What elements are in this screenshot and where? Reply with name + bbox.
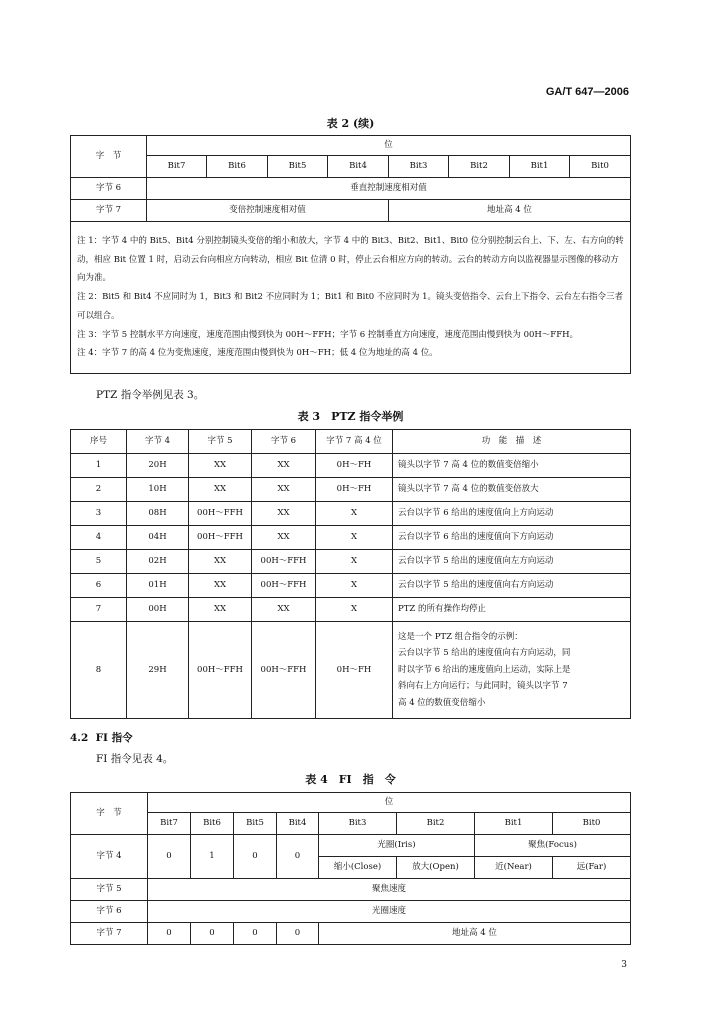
cell: 04H [127,526,189,550]
description-line: 高 4 位的数值变倍缩小 [398,697,486,708]
cell: 00H～FFH [189,526,252,550]
byte-header: 字 节 [71,136,147,178]
description-line: 这是一个 PTZ 组合指令的示例： [398,631,523,642]
table4 [70,792,631,945]
col-header: 功 能 描 述 [393,430,631,454]
table-row [71,478,631,502]
description-line: 云台以字节 5 给出的速度值向右方向运动，同 [398,648,571,659]
cell: 00H [127,598,189,622]
cell: 0 [234,835,277,879]
bit-col: Bit0 [553,813,631,835]
cell: 0H～FH [316,478,393,502]
cell: 1 [71,454,127,478]
note: 注 1：字节 4 中的 Bit5、Bit4 分别控制镜头变倍的缩小和放大，字节 4 中的 Bit3、Bit2、Bit1、Bit0 位分别控制云台上、下、左、右方向的转动，相应 Bit 位置 1 时，启动云台向相应方向转动，相应 Bit 位清 0 时，停止云台相应方向的转动。云台的转动方向以监视器显示图像的移动方向为准。 [77,236,624,284]
standard-id: GA/T 647—2006 [545,86,629,98]
bit-col: Bit0 [570,156,631,178]
cell: XX [252,526,316,550]
cell: XX [189,574,252,598]
cell: 00H～FFH [252,550,316,574]
cell: 0 [148,835,191,879]
bit-col: Bit1 [475,813,553,835]
cell: XX [189,478,252,502]
row-label: 字节 7 [71,200,147,222]
cell: 0H～FH [316,454,393,478]
table-row [71,502,631,526]
cell: 0 [234,923,277,945]
iris-group: 光圈(Iris) [319,835,475,857]
cell: 00H～FFH [189,502,252,526]
cell: X [316,502,393,526]
row-label: 字节 7 [71,923,148,945]
table-row [71,550,631,574]
row-value: 变倍控制速度相对值 [147,200,389,222]
row-label: 字节 5 [71,879,148,901]
col-header: 字节 7 高 4 位 [316,430,393,454]
cell: 20H [127,454,189,478]
table-row [71,454,631,478]
row-value: 光圈速度 [148,901,631,923]
bit-col: Bit4 [328,156,389,178]
cell: 6 [71,574,127,598]
focus-group: 聚焦(Focus) [475,835,631,857]
cell: X [316,598,393,622]
byte-header: 字 节 [71,793,148,835]
row-label: 字节 6 [71,901,148,923]
bit-col: Bit6 [207,156,268,178]
cell: 0H～FH [316,622,393,719]
cell: 1 [191,835,234,879]
paragraph: FI 指令见表 4。 [96,753,174,765]
cell: XX [252,502,316,526]
row-value: 地址高 4 位 [319,923,631,945]
cell: XX [189,454,252,478]
section-number: 4.2 [70,732,89,744]
cell: 2 [71,478,127,502]
section-title: FI 指令 [95,732,133,744]
table2 [70,135,631,374]
section-heading [70,730,133,745]
bit-col: Bit5 [268,156,328,178]
cell: 3 [71,502,127,526]
cell: XX [189,598,252,622]
cell: PTZ 的所有操作均停止 [393,598,631,622]
description-line: 斜向右上方向运行；与此同时，镜头以字节 7 [398,681,568,692]
cell: 镜头以字节 7 高 4 位的数值变倍缩小 [393,454,631,478]
notes-cell [71,222,631,374]
cell: 00H～FFH [189,622,252,719]
bit-col: Bit2 [397,813,475,835]
bit-header: 位 [147,136,631,156]
cell: 镜头以字节 7 高 4 位的数值变倍放大 [393,478,631,502]
table-row [71,574,631,598]
cell: 01H [127,574,189,598]
row-value: 聚焦速度 [148,879,631,901]
note: 注 4：字节 7 的高 4 位为变焦速度，速度范围由慢到快为 0H～FH；低 4 位为地址的高 4 位。 [77,348,438,359]
row-value: 垂直控制速度相对值 [147,178,631,200]
col-header: 字节 5 [189,430,252,454]
table2-caption: 表 2 (续) [326,117,375,130]
col-header: 字节 6 [252,430,316,454]
description-line: 时以字节 6 给出的速度值向上运动，实际上是 [398,664,571,675]
paragraph: PTZ 指令举例见表 3。 [96,389,205,401]
cell: 0 [191,923,234,945]
cell: 02H [127,550,189,574]
cell: XX [189,550,252,574]
note: 注 2：Bit5 和 Bit4 不应同时为 1，Bit3 和 Bit2 不应同时为 1；Bit1 和 Bit0 不应同时为 1。镜头变倍指令、云台上下指令、云台左右指令三者可以组合。 [77,292,623,321]
page-number: 3 [621,960,627,970]
cell: XX [252,454,316,478]
cell: 云台以字节 6 给出的速度值向下方向运动 [393,526,631,550]
bit-col: Bit5 [234,813,277,835]
cell: 0 [277,835,319,879]
cell: 缩小(Close) [319,857,397,879]
cell: 云台以字节 5 给出的速度值向左方向运动 [393,550,631,574]
cell: 0 [148,923,191,945]
bit-header: 位 [148,793,631,813]
description-cell [393,622,631,719]
table3 [70,429,631,719]
cell: 远(Far) [553,857,631,879]
cell: 00H～FFH [252,622,316,719]
cell: XX [252,598,316,622]
table-row [71,526,631,550]
cell: 0 [277,923,319,945]
table-row [71,598,631,622]
table3-caption: 表 3 PTZ 指令举例 [297,410,404,423]
table4-caption: 表 4 FI 指 令 [305,773,396,786]
bit-col: Bit1 [510,156,570,178]
bit-col: Bit6 [191,813,234,835]
cell: 08H [127,502,189,526]
cell: XX [252,478,316,502]
row-value: 地址高 4 位 [389,200,631,222]
bit-col: Bit4 [277,813,319,835]
row-label: 字节 4 [71,835,148,879]
cell: X [316,526,393,550]
cell: 8 [71,622,127,719]
cell: 00H～FFH [252,574,316,598]
cell: 云台以字节 5 给出的速度值向右方向运动 [393,574,631,598]
bit-col: Bit7 [148,813,191,835]
bit-col: Bit3 [319,813,397,835]
cell: 5 [71,550,127,574]
row-label: 字节 6 [71,178,147,200]
bit-col: Bit3 [389,156,449,178]
cell: X [316,550,393,574]
cell: 10H [127,478,189,502]
table-row [71,622,631,719]
table3-body [71,454,631,719]
cell: 4 [71,526,127,550]
cell: 7 [71,598,127,622]
cell: 近(Near) [475,857,553,879]
cell: X [316,574,393,598]
col-header: 序号 [71,430,127,454]
cell: 29H [127,622,189,719]
col-header: 字节 4 [127,430,189,454]
cell: 云台以字节 6 给出的速度值向上方向运动 [393,502,631,526]
cell: 放大(Open) [397,857,475,879]
bit-col: Bit7 [147,156,207,178]
bit-col: Bit2 [449,156,510,178]
note: 注 3：字节 5 控制水平方向速度，速度范围由慢到快为 00H～FFH；字节 6 控制垂直方向速度，速度范围由慢到快为 00H～FFH。 [77,329,579,340]
